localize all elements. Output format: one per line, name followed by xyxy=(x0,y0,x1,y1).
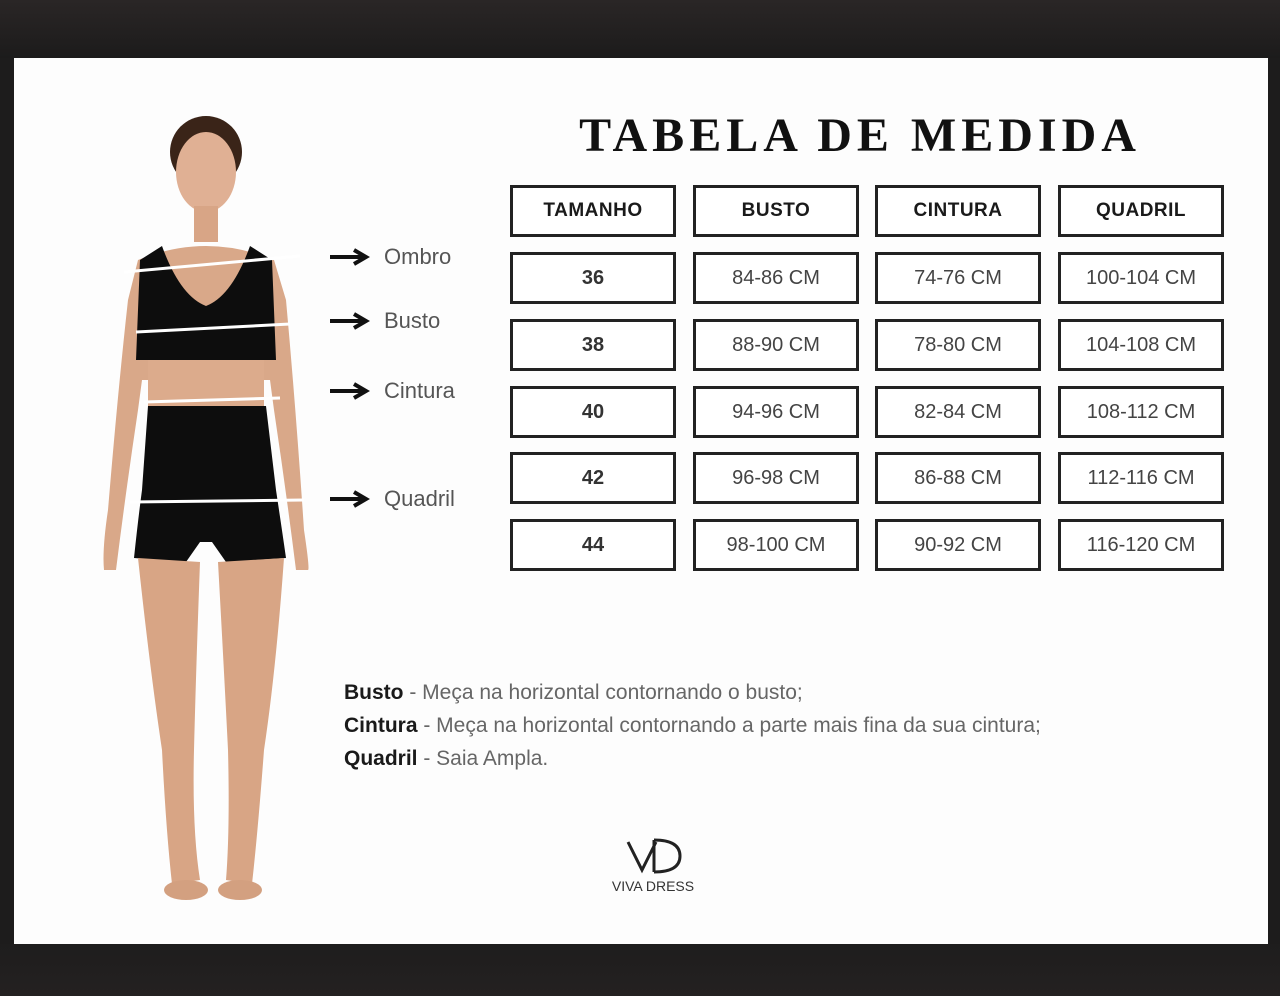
header-quadril: QUADRIL xyxy=(1058,185,1224,237)
table-cell: 84-86 CM xyxy=(693,252,859,304)
note-text: - Meça na horizontal contornando a parte mais fina da sua cintura; xyxy=(417,714,1041,737)
header-tamanho: TAMANHO xyxy=(510,185,676,237)
note-cintura xyxy=(344,709,1244,742)
table-cell: 86-88 CM xyxy=(875,452,1041,504)
arrow-right-icon xyxy=(328,381,374,401)
table-cell: 78-80 CM xyxy=(875,319,1041,371)
note-term: Cintura xyxy=(344,714,418,737)
measure-label-text: Ombro xyxy=(384,244,452,269)
top-frame-border xyxy=(0,0,1280,58)
table-cell: 98-100 CM xyxy=(693,519,859,571)
measure-label-text: Cintura xyxy=(384,378,455,403)
note-busto xyxy=(344,676,1244,709)
table-cell: 42 xyxy=(510,452,676,504)
table-cell: 112-116 CM xyxy=(1058,452,1224,504)
arrow-right-icon xyxy=(328,247,374,267)
table-cell: 44 xyxy=(510,519,676,571)
table-cell: 108-112 CM xyxy=(1058,386,1224,438)
header-busto: BUSTO xyxy=(693,185,859,237)
measure-label-text: Busto xyxy=(384,308,441,333)
table-cell: 116-120 CM xyxy=(1058,519,1224,571)
note-text: - Saia Ampla. xyxy=(417,747,549,770)
table-cell: 40 xyxy=(510,386,676,438)
bottom-frame-border xyxy=(0,944,1280,996)
label-cintura xyxy=(328,376,455,406)
chart-title: TABELA DE MEDIDA xyxy=(579,109,1141,162)
measure-label-text: Quadril xyxy=(384,486,455,511)
model-figure-illustration xyxy=(100,110,340,910)
table-cell: 94-96 CM xyxy=(693,386,859,438)
label-busto xyxy=(328,306,440,336)
table-cell: 88-90 CM xyxy=(693,319,859,371)
label-ombro xyxy=(328,242,451,272)
measurement-instructions xyxy=(344,676,1244,775)
note-text: - Meça na horizontal contornando o busto; xyxy=(403,681,803,704)
table-cell: 100-104 CM xyxy=(1058,252,1224,304)
table-cell: 36 xyxy=(510,252,676,304)
table-cell: 90-92 CM xyxy=(875,519,1041,571)
note-term: Quadril xyxy=(344,747,418,770)
table-cell: 104-108 CM xyxy=(1058,319,1224,371)
note-quadril xyxy=(344,742,1244,775)
table-cell: 38 xyxy=(510,319,676,371)
table-cell: 82-84 CM xyxy=(875,386,1041,438)
brand-name: VIVA DRESS xyxy=(611,878,695,894)
header-cintura: CINTURA xyxy=(875,185,1041,237)
arrow-right-icon xyxy=(328,489,374,509)
table-cell: 96-98 CM xyxy=(693,452,859,504)
label-quadril xyxy=(328,484,455,514)
arrow-right-icon xyxy=(328,311,374,331)
note-term: Busto xyxy=(344,681,404,704)
table-cell: 74-76 CM xyxy=(875,252,1041,304)
